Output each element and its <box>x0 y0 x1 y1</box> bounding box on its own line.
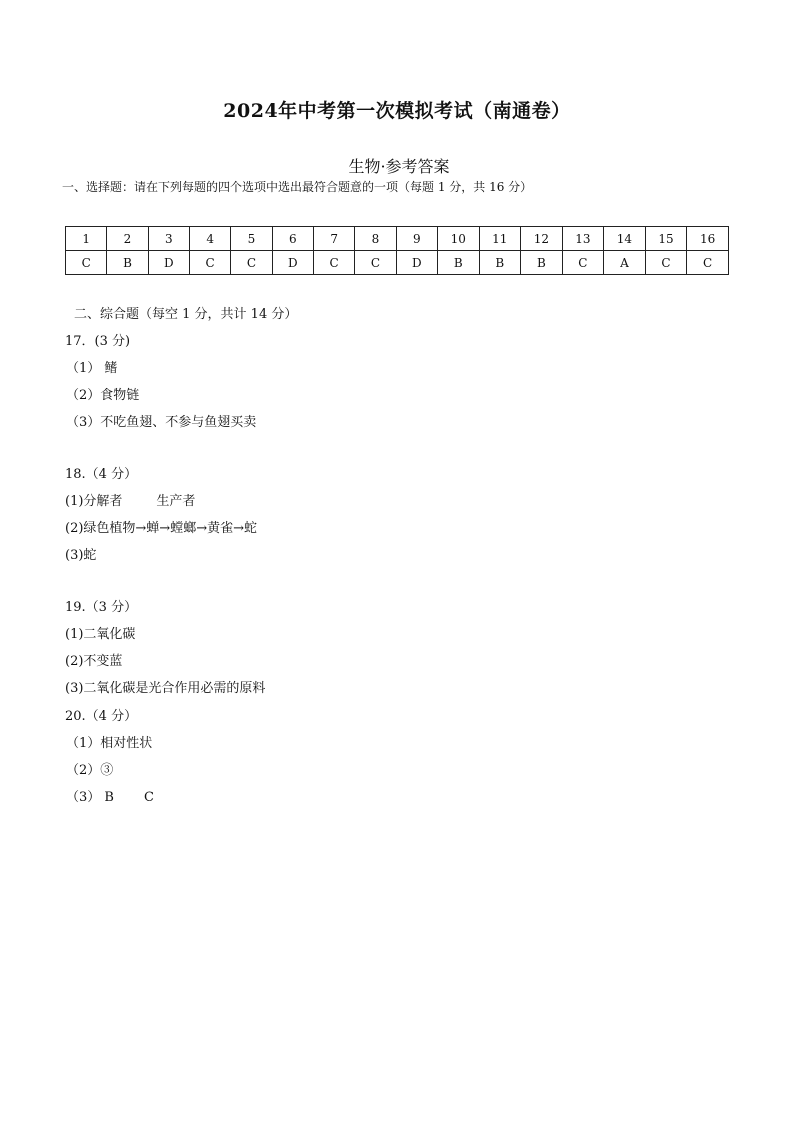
q19-title: 19.（3 分） <box>65 600 138 615</box>
answer-cell: D <box>272 251 313 275</box>
answer-cell: C <box>355 251 396 275</box>
answer-cell: C <box>189 251 230 275</box>
question-number: 10 <box>437 227 479 251</box>
document-subtitle: 生物·参考答案 <box>348 157 450 176</box>
q20-answer-3-part2: C <box>143 790 154 805</box>
q17-title: 17．(3 分) <box>65 334 131 349</box>
question-number: 15 <box>645 227 687 251</box>
q19-answer-1: (1)二氧化碳 <box>65 627 136 642</box>
answer-cell: D <box>148 251 189 275</box>
question-number: 2 <box>107 227 148 251</box>
question-number: 8 <box>355 227 396 251</box>
answer-row <box>66 251 729 275</box>
q17-answer-2: （2）食物链 <box>66 388 140 403</box>
q19-answer-2: (2)不变蓝 <box>65 654 123 669</box>
q18-answer-1-part1: (1)分解者 <box>65 494 123 509</box>
q18-answer-2: (2)绿色植物→蝉→螳螂→黄雀→蛇 <box>65 521 257 536</box>
q20-title: 20.（4 分） <box>65 709 138 724</box>
section1-heading: 一、选择题：请在下列每题的四个选项中选出最符合题意的一项（每题 1 分，共 16 分） <box>62 180 533 194</box>
answer-cell: C <box>231 251 272 275</box>
answer-cell: C <box>313 251 354 275</box>
question-number: 7 <box>313 227 354 251</box>
q20-answer-2: （2）③ <box>66 763 114 778</box>
q17-answer-3: （3）不吃鱼翅、不参与鱼翅买卖 <box>66 415 257 430</box>
answer-cell: B <box>521 251 563 275</box>
answer-cell: A <box>604 251 646 275</box>
document-title: 2024年中考第一次模拟考试（南通卷） <box>223 100 571 122</box>
answer-cell: C <box>645 251 687 275</box>
q18-answer-1 <box>65 490 195 509</box>
question-number: 3 <box>148 227 189 251</box>
q18-answer-3: (3)蛇 <box>65 548 97 563</box>
question-number: 16 <box>687 227 729 251</box>
q19-answer-3: (3)二氧化碳是光合作用必需的原料 <box>65 681 266 696</box>
question-number: 12 <box>521 227 563 251</box>
section2-heading: 二、综合题（每空 1 分，共计 14 分） <box>74 307 298 322</box>
answer-cell: C <box>66 251 107 275</box>
question-number: 4 <box>189 227 230 251</box>
answer-cell: B <box>437 251 479 275</box>
answer-cell: C <box>687 251 729 275</box>
answer-table <box>65 226 729 275</box>
question-number: 9 <box>396 227 437 251</box>
question-number: 6 <box>272 227 313 251</box>
question-number: 14 <box>604 227 646 251</box>
q20-answer-3 <box>66 786 154 805</box>
q17-answer-1: （1） 鳍 <box>66 361 118 376</box>
question-number-row <box>66 227 729 251</box>
q20-answer-3-part1: （3） B <box>66 790 114 805</box>
answer-cell: B <box>107 251 148 275</box>
question-number: 1 <box>66 227 107 251</box>
question-number: 13 <box>562 227 604 251</box>
q18-title: 18.（4 分） <box>65 467 138 482</box>
answer-cell: D <box>396 251 437 275</box>
q20-answer-1: （1）相对性状 <box>66 736 153 751</box>
answer-cell: C <box>562 251 604 275</box>
question-number: 5 <box>231 227 272 251</box>
q18-answer-1-part2: 生产者 <box>156 494 196 509</box>
question-number: 11 <box>479 227 521 251</box>
answer-cell: B <box>479 251 521 275</box>
